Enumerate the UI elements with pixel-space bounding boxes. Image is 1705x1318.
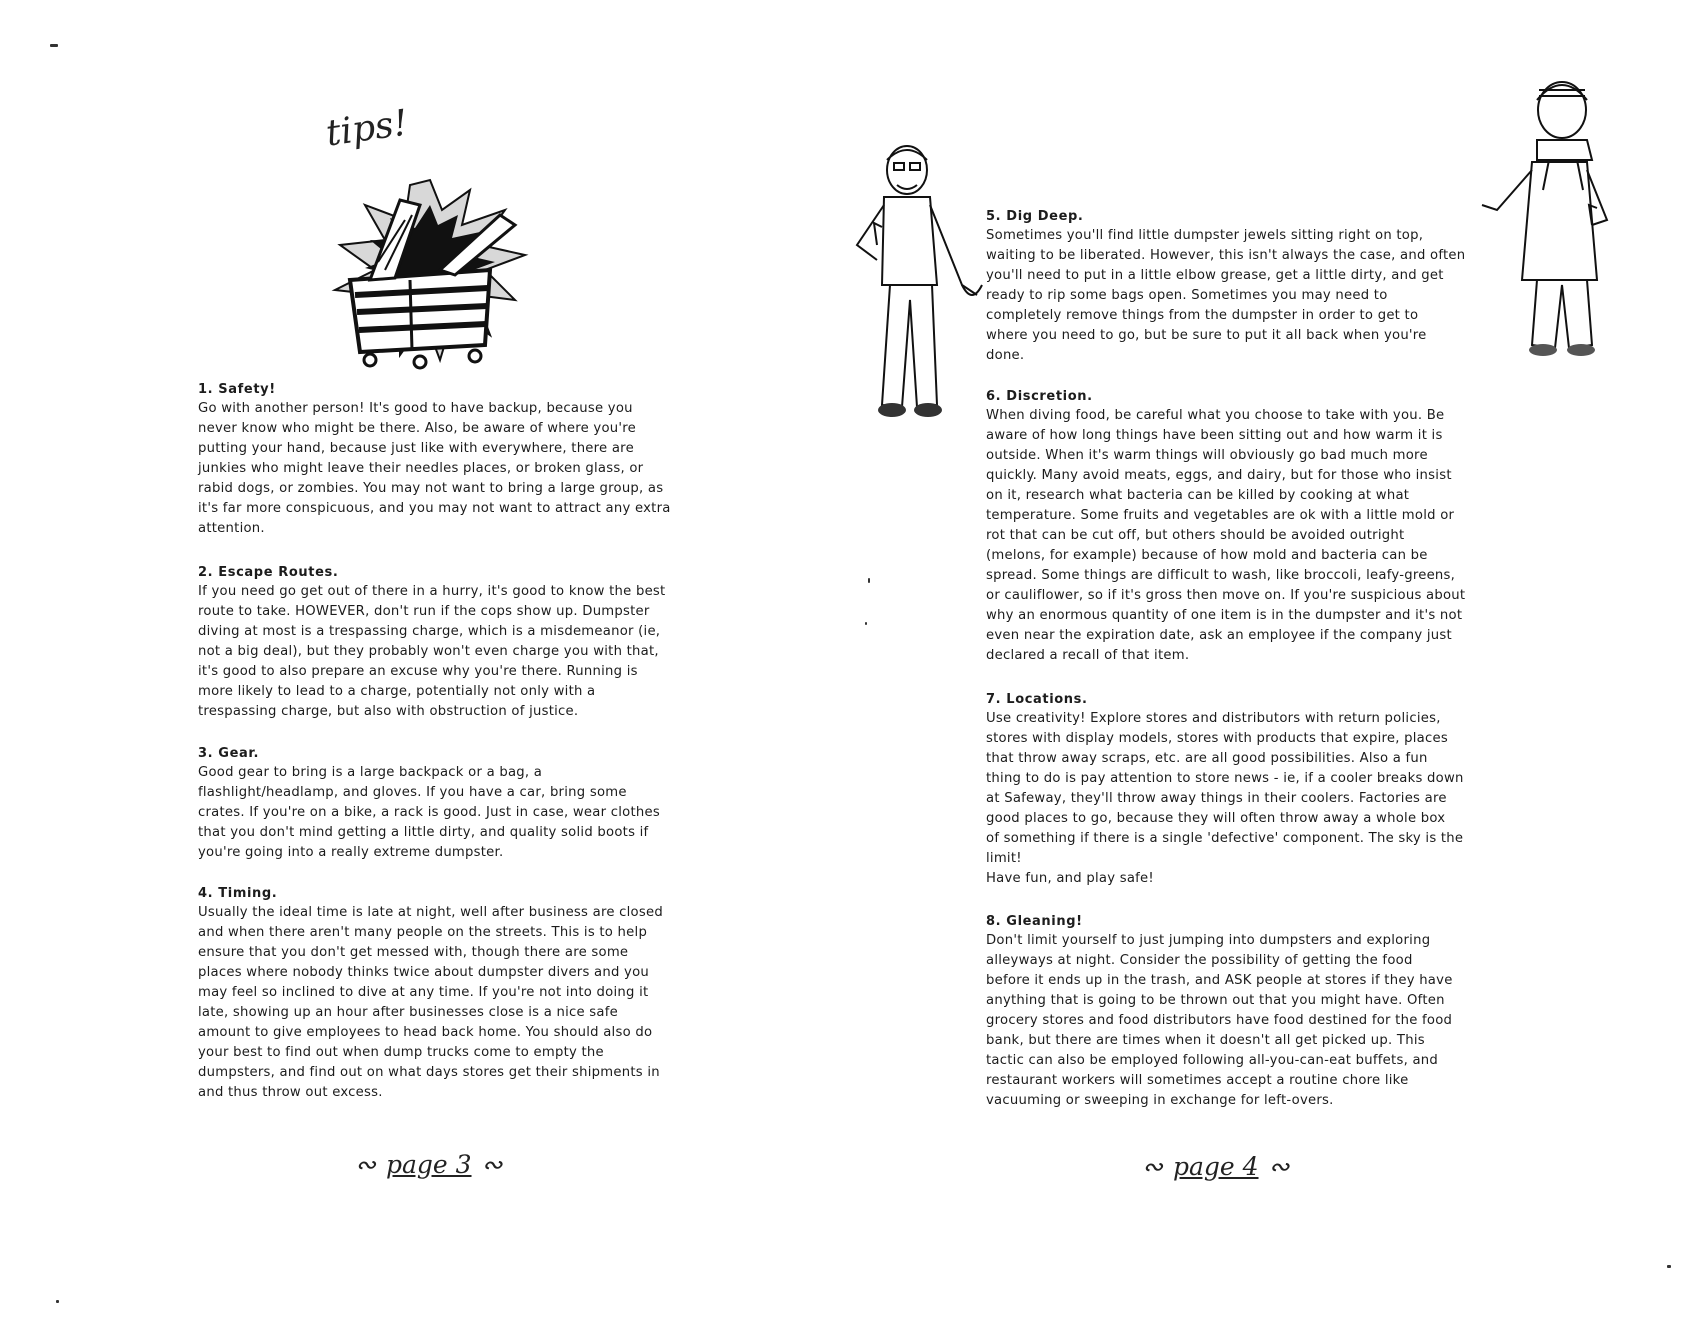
page-number-footer	[1142, 1152, 1289, 1181]
section-body: Usually the ideal time is late at night, well after business are closed and when there aren't many people on the streets. This is to help ensure that you don't get messed with, though there are some places where nobody thinks twice about dumpster divers and you may feel so inclined to dive at any time. If you're not into doing it late, showing up an hour after businesses close is a nice safe amount to give employees to head back home. You should also do your best to find out when dump trucks come to empty the dumpsters, and find out on what days stores get their shipments in and thus throw out excess.	[198, 905, 663, 1100]
section-title: 8. Gleaning!	[986, 914, 1083, 929]
curl-ornament-icon: ∾	[481, 1150, 503, 1179]
section-body: Don't limit yourself to just jumping into dumpsters and exploring alleyways at night. Consider the possibility of getting the food before it ends up in the trash, and ASK people at stores if they have anything that is going to be thrown out that you might have. Often grocery stores and food distributors have food destined for the food bank, but there are times when it doesn't all get picked up. This tactic can also be employed following all-you-can-eat buffets, and restaurant workers will sometimes accept a routine chore like vacuuming or sweeping in exchange for left-overs.	[986, 933, 1453, 1108]
section-title: 4. Timing.	[198, 886, 278, 901]
curl-ornament-icon: ∾	[355, 1150, 376, 1179]
section-gear	[198, 744, 818, 863]
section-escape-routes	[198, 563, 818, 722]
left-page	[0, 0, 852, 1318]
section-title: 1. Safety!	[198, 382, 276, 397]
section-body: Use creativity! Explore stores and distributors with return policies, stores with display models, stores with products that expire, places that throw away scraps, etc. are all good possibilities. Also a fun thing to do is pay attention to store news - ie, if a cooler breaks down at Safeway, they'll throw away things in their coolers. Factories are good places to go, because they will often throw away a whole box of something if there is a single 'defective' component. The sky is the limit! Have fun, and play safe!	[986, 711, 1464, 886]
section-title: 6. Discretion.	[986, 389, 1093, 404]
section-title: 5. Dig Deep.	[986, 209, 1084, 224]
section-title: 3. Gear.	[198, 746, 260, 761]
section-gleaning	[986, 912, 1546, 1111]
section-body: Good gear to bring is a large backpack or a bag, a flashlight/headlamp, and gloves. If you have a car, bring some crates. If you're on a bike, a rack is good. Just in case, wear clothes that you don't mind getting a little dirty, and quality solid boots if you're going into a really extreme dumpster.	[198, 765, 660, 860]
section-body: When diving food, be careful what you choose to take with you. Be aware of how long things have been sitting out and how warm it is outside. When it's warm things will obviously go bad much more quickly. Many avoid meats, eggs, and dairy, but for those who insist on it, research what bacteria can be killed by cooking at what temperature. Some fruits and vegetables are ok with a little mold or rot that can be cut off, but others should be avoided outright (melons, for example) because of how mold and bacteria can be spread. Some things are difficult to wash, like broccoli, leafy-greens, or cauliflower, so if it's gross then move on. If you're suspicious about why an enormous quantity of one item is in the dumpster and it's not even near the expiration date, ask an employee if the company just declared a recall of that item.	[986, 408, 1466, 663]
dumpster-icon	[330, 170, 530, 380]
section-dig-deep	[986, 207, 1506, 366]
section-body: If you need go get out of there in a hurry, it's good to know the best route to take. HOWEVER, don't run if the cops show up. Dumpster diving at most is a trespassing charge, which is a misdemeanor (ie, not a big deal), but they probably won't even charge you with that, it's good to also prepare an excuse why you're there. Running is more likely to lead to a charge, potentially not only with a trespassing charge, but also with obstruction of justice.	[198, 584, 666, 719]
curl-ornament-icon: ∾	[1268, 1152, 1290, 1181]
section-title: 2. Escape Routes.	[198, 565, 339, 580]
section-discretion	[986, 387, 1546, 666]
section-safety	[198, 380, 818, 539]
section-body: Sometimes you'll find little dumpster jewels sitting right on top, waiting to be liberated. However, this isn't always the case, and often you'll need to put in a little elbow grease, get a little dirty, and get ready to rip some bags open. Sometimes you may need to completely remove things from the dumpster in order to get to where you need to go, but be sure to put it all back when you're done.	[986, 228, 1466, 363]
section-body: Go with another person! It's good to have backup, because you never know who might be there. Also, be aware of where you're putting your hand, because just like with everywhere, there are junkies who might leave their needles places, or broken glass, or rabid dogs, or zombies. You may not want to bring a large group, as it's far more conspicuous, and you may not want to attract any extra attention.	[198, 401, 671, 536]
section-locations	[986, 690, 1546, 889]
right-page	[852, 0, 1705, 1318]
page-number-footer	[355, 1150, 502, 1179]
thumbs-up-person-icon	[822, 135, 982, 425]
page-number: page 4	[1172, 1152, 1259, 1181]
curl-ornament-icon: ∾	[1142, 1152, 1163, 1181]
page-number: page 3	[385, 1150, 472, 1179]
tips-heading: tips!	[323, 102, 411, 155]
section-title: 7. Locations.	[986, 692, 1088, 707]
section-timing	[198, 884, 818, 1103]
